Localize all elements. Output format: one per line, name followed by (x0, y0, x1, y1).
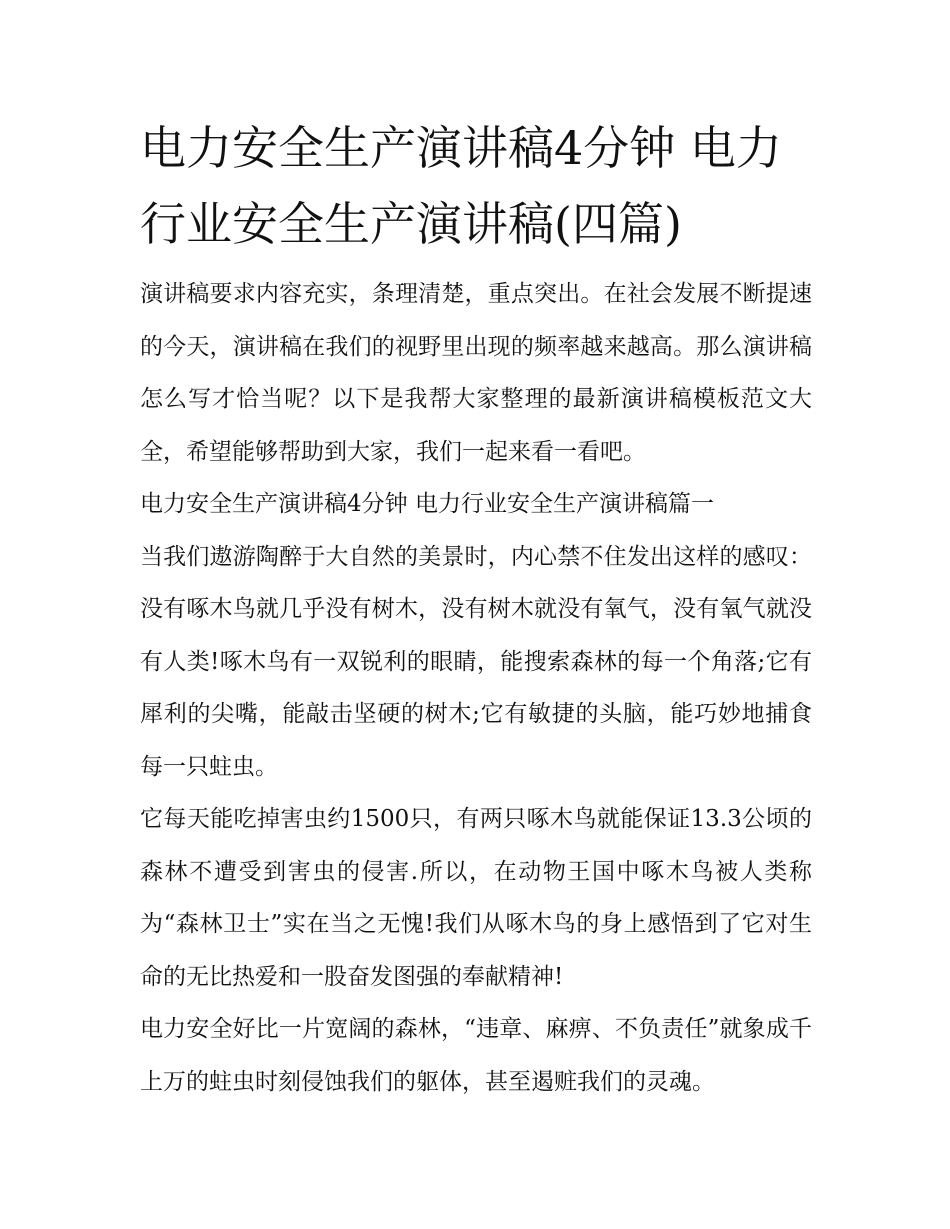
paragraph-pests: 它每天能吃掉害虫约1500只，有两只啄木鸟就能保证13.3公顷的森林不遭受到害虫的侵害.所以，在动物王国中啄木鸟被人类称为“森林卫士”实在当之无愧!我们从啄木鸟的身上感悟到了它对生命的无比热爱和一股奋发图强的奉献精神! (140, 806, 812, 990)
document-title: 电力安全生产演讲稿4分钟 电力行业安全生产演讲稿(四篇) (140, 121, 782, 251)
document-page (140, 110, 812, 1108)
section-heading: 电力安全生产演讲稿4分钟 电力行业安全生产演讲稿篇一 (140, 491, 714, 517)
paragraph-safety: 电力安全好比一片宽阔的森林，“违章、麻痹、不负责任”就象成千上万的蛀虫时刻侵蚀我们的躯体，甚至遏赃我们的灵魂。 (140, 1016, 812, 1095)
paragraph-woodpecker: 当我们遨游陶醉于大自然的美景时，内心禁不住发出这样的感叹：没有啄木鸟就几乎没有树木，没有树木就没有氧气，没有氧气就没有人类!啄木鸟有一双锐利的眼睛，能搜索森林的每一个角落;它有犀利的尖嘴，能敲击坚硬的树木;它有敏捷的头脑，能巧妙地捕食每一只蛀虫。 (140, 543, 812, 780)
paragraph-intro: 演讲稿要求内容充实，条理清楚，重点突出。在社会发展不断提速的今天，演讲稿在我们的视野里出现的频率越来越高。那么演讲稿怎么写才恰当呢？以下是我帮大家整理的最新演讲稿模板范文大全，希望能够帮助到大家，我们一起来看一看吧。 (140, 281, 812, 465)
